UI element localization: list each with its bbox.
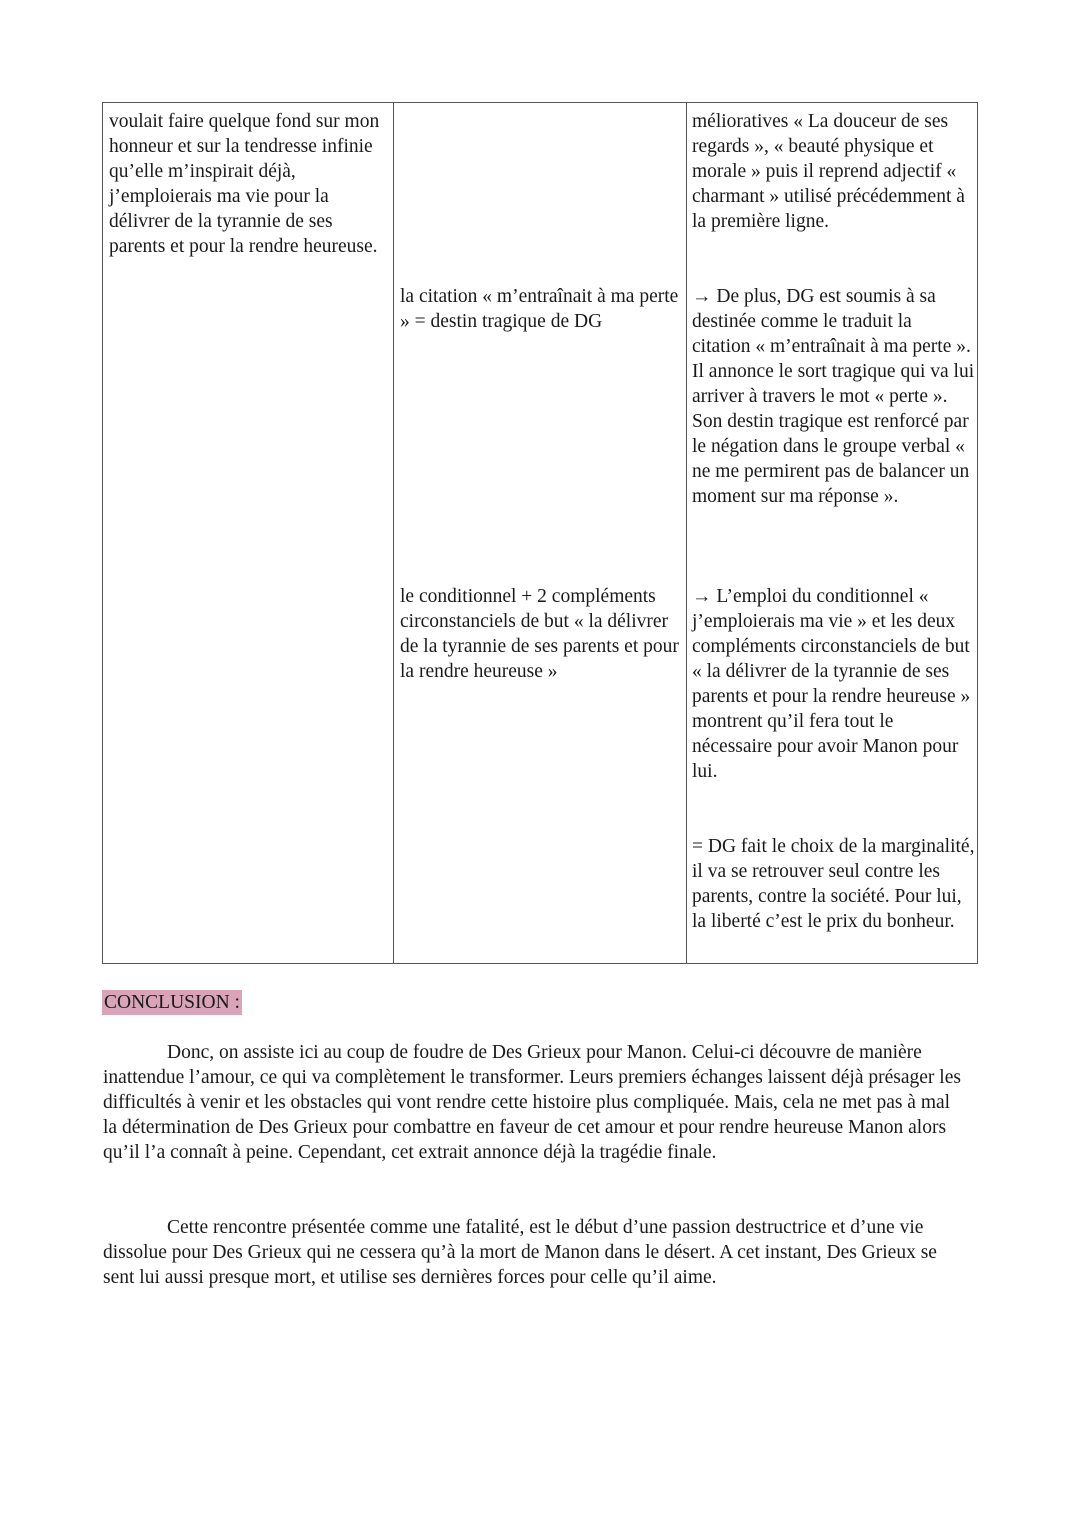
- conclusion-heading: CONCLUSION :: [104, 992, 240, 1013]
- interpretation-cell-destin: → De plus, DG est soumis à sa destinée comme le traduit la citation « m’entraînait à ma perte ». Il annonce le sort tragique qui va lui arriver à travers le mot « perte ». Son destin tragique est renforcé par le négation dans le groupe verbal « ne me permirent pas de balancer un moment sur ma réponse ».: [692, 286, 975, 507]
- conclusion-paragraph-2: Cette rencontre présentée comme une fatalité, est le début d’une passion destructrice et d’une vie dissolue pour Des Grieux qui ne cessera qu’à la mort de Manon dans le désert. A cet instant, Des Grieux se sent lui aussi presque mort, et utilise ses dernières forces pour celle qu’il aime.: [103, 1217, 937, 1288]
- quote-cell-text: voulait faire quelque fond sur mon honneur et sur la tendresse infinie qu’elle m’inspirait déjà, j’emploierais ma vie pour la délivrer de la tyrannie de ses parents et pour la rendre heureuse.: [109, 111, 380, 257]
- table-column-quote: [103, 103, 394, 963]
- interpretation-cell-melioratives: mélioratives « La douceur de ses regards », « beauté physique et morale » puis il reprend adjectif « charmant » utilisé précédemment à la première ligne.: [692, 111, 965, 232]
- table-column-interpretation: [687, 103, 979, 963]
- interpretation-cell-conditionnel: → L’emploi du conditionnel « j’emploierais ma vie » et les deux compléments circonstanciels de but « la délivrer de la tyrannie de ses parents et pour la rendre heureuse » montrent qu’il fera tout le nécessaire pour avoir Manon pour lui.: [692, 586, 971, 782]
- interpretation-cell-marginalite: = DG fait le choix de la marginalité, il va se retrouver seul contre les parents, contre la société. Pour lui, la liberté c’est le prix du bonheur.: [692, 836, 975, 932]
- table-column-process: [394, 103, 687, 963]
- process-cell-conditionnel: le conditionnel + 2 compléments circonstanciels de but « la délivrer de la tyrannie de ses parents et pour la rendre heureuse »: [400, 586, 679, 682]
- process-cell-citation: la citation « m’entraînait à ma perte » = destin tragique de DG: [400, 286, 679, 332]
- conclusion-paragraph-1: Donc, on assiste ici au coup de foudre de Des Grieux pour Manon. Celui-ci découvre de manière inattendue l’amour, ce qui va complètement le transformer. Leurs premiers échanges laissent déjà présager les difficultés à venir et les obstacles qui vont rendre cette histoire plus compliquée. Mais, cela ne met pas à mal la détermination de Des Grieux pour combattre en faveur de cet amour et pour rendre heureuse Manon alors qu’il l’a connaît à peine. Cependant, cet extrait annonce déjà la tragédie finale.: [103, 1042, 961, 1163]
- analysis-table: [102, 102, 978, 964]
